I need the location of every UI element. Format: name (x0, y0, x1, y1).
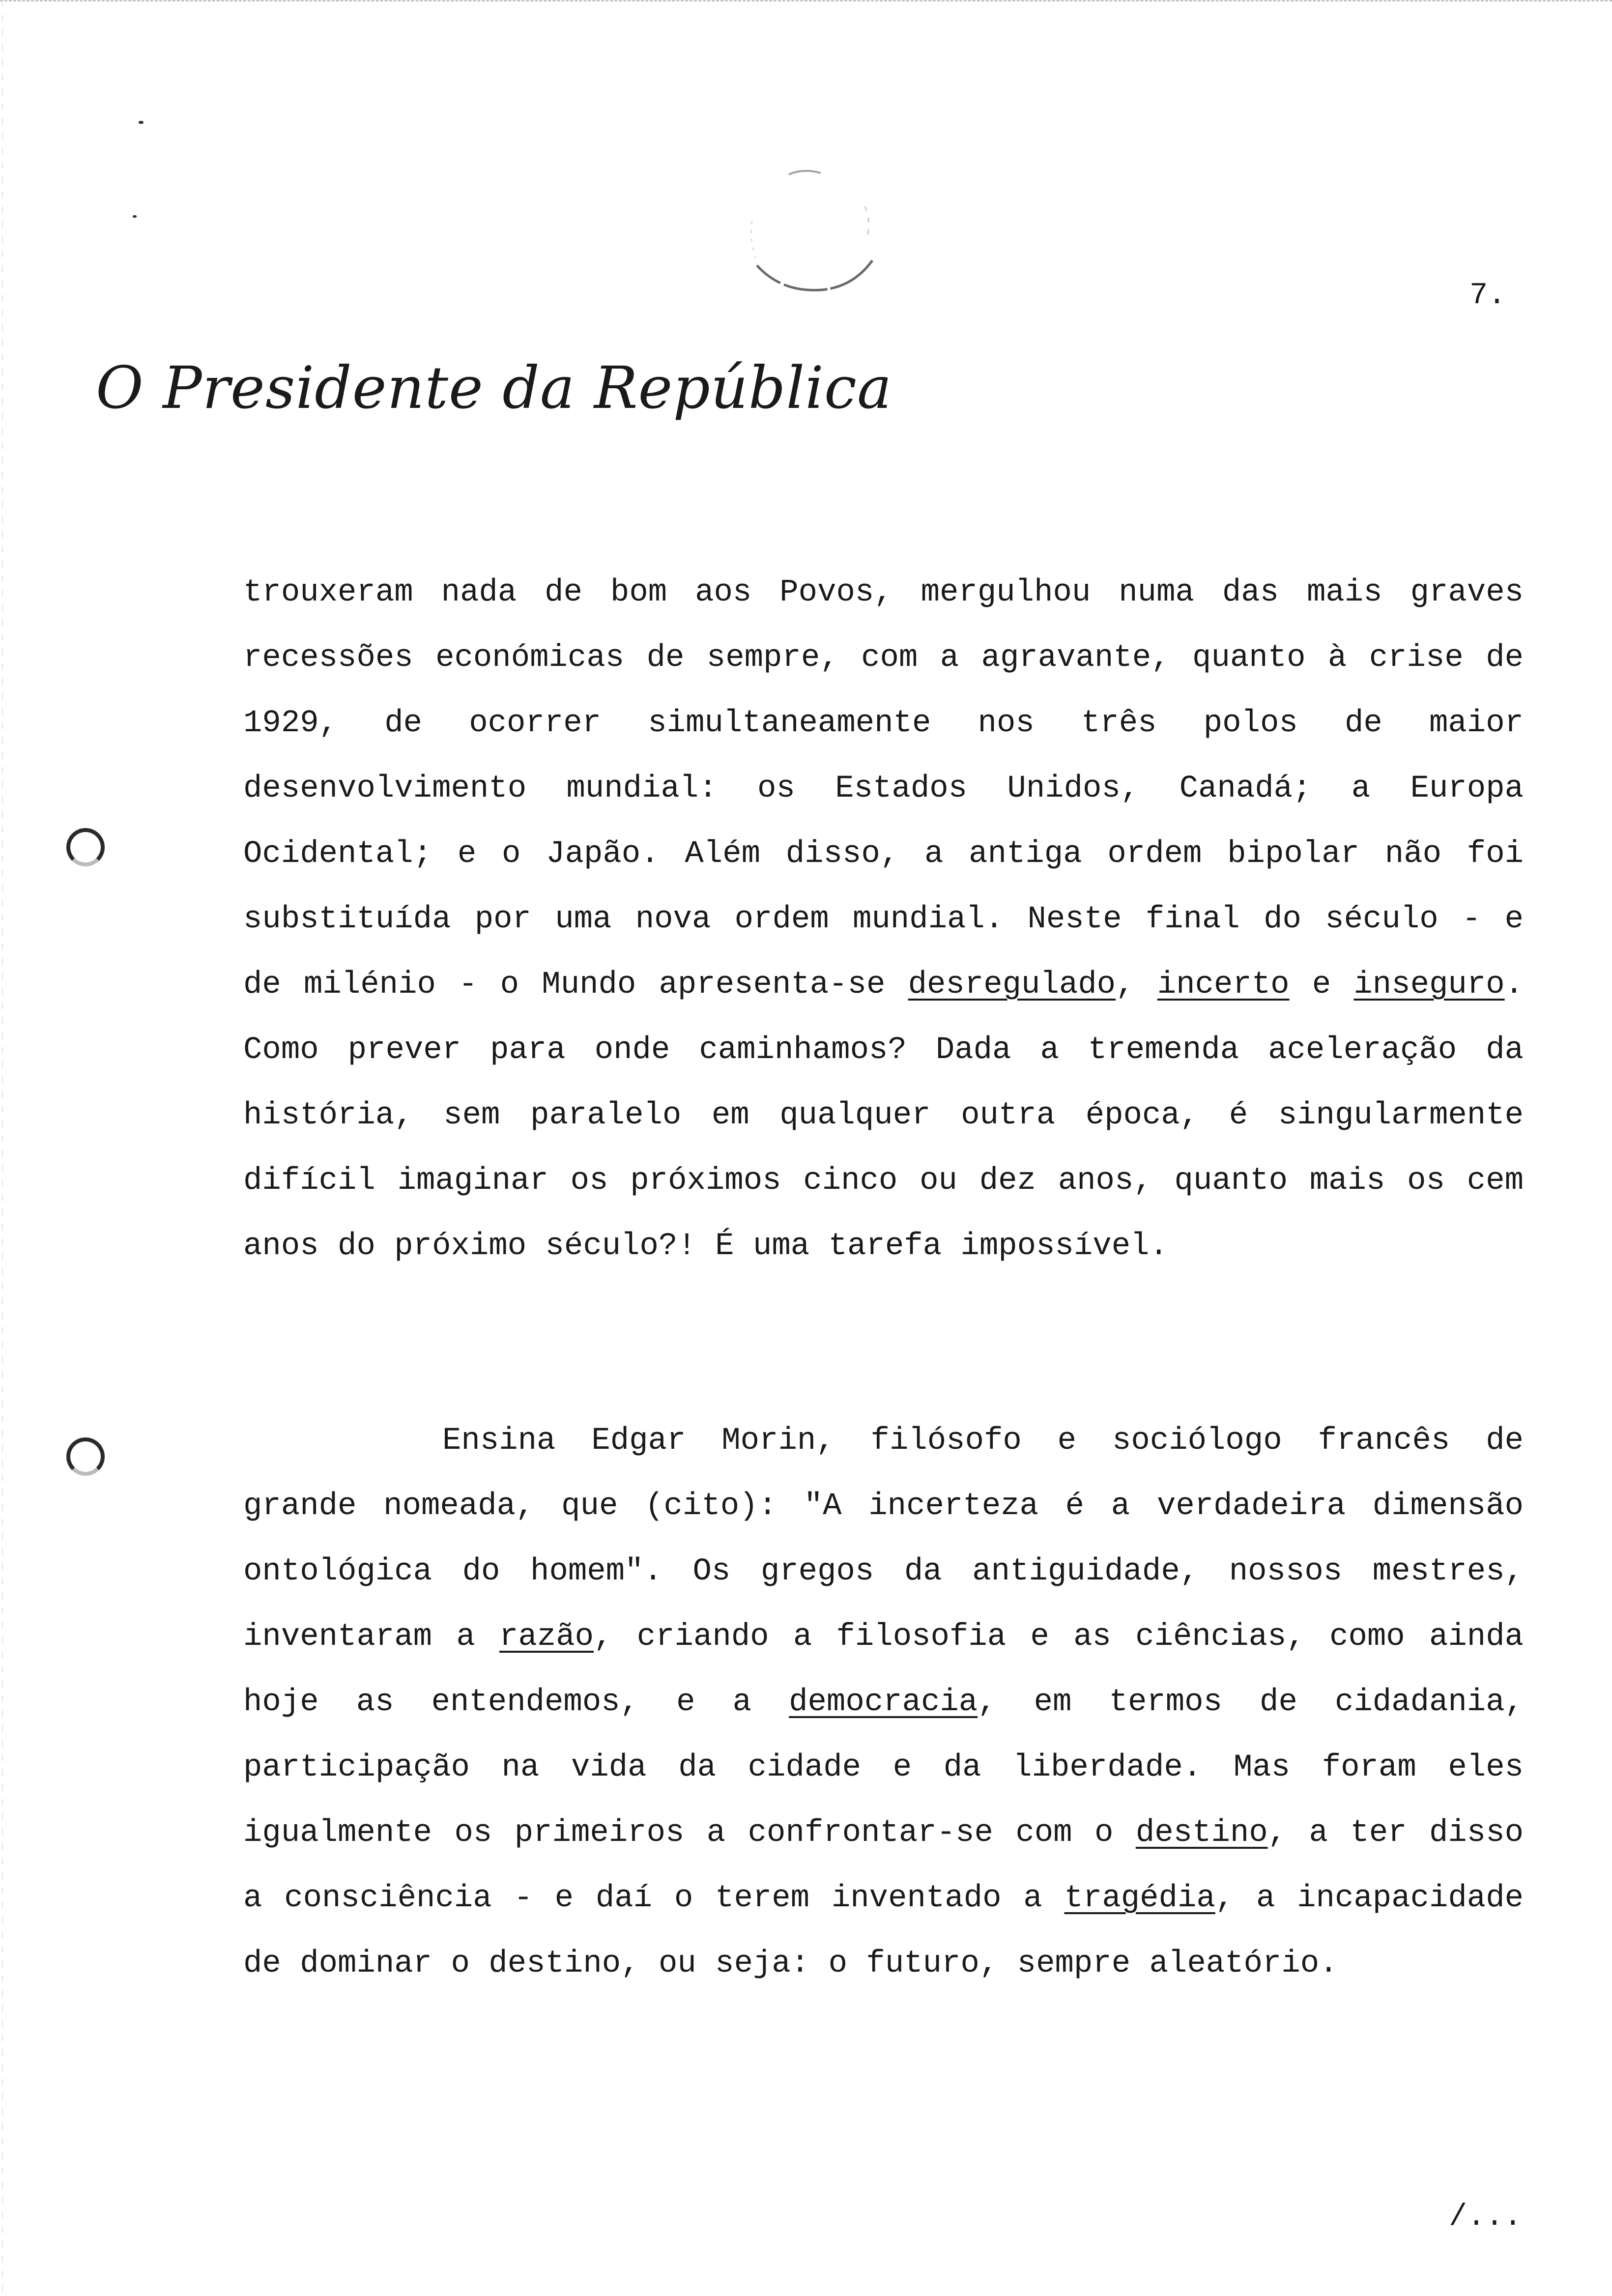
paragraph-1-text: e (1289, 967, 1354, 1003)
page-number: 7. (1469, 278, 1506, 313)
underlined-term-tragedia: tragédia (1064, 1881, 1215, 1916)
punch-hole (66, 828, 105, 866)
scan-top-edge (0, 0, 1612, 6)
paragraph-1-text: trouxeram nada de bom aos Povos, mergulhou numa das mais graves recessões económicas de sempre, com a agravante, quanto à crise de 1929, de ocorrer simultaneamente nos três polos de maior desenvolvimento mundial: os Estados Unidos, Canadá; a Europa Ocidental; e o Japão. Além disso, a antiga ordem bipolar não foi substituída por uma nova ordem mundial. Neste final do século - e de milénio - o Mundo apresenta-se (243, 575, 1524, 1003)
underlined-term-democracia: democracia (789, 1685, 978, 1720)
paragraph-2-text: Ensina Edgar Morin, filósofo e sociólogo francês de grande nomeada, que (cito): "A incerteza é a verdadeira dimensão ontológica do homem". Os gregos da antiguidade, nossos mestres, inventaram a (243, 1423, 1524, 1655)
paragraph-2-text: , a incapacidade de dominar o destino, ou seja: o futuro, sempre aleatório. (243, 1881, 1524, 1981)
scan-left-edge (2, 0, 3, 2296)
paragraph-2 (243, 1408, 1524, 1997)
paragraph-2-text: , criando a filosofia e as ciências, como ainda hoje as entendemos, e a (243, 1619, 1524, 1720)
paragraph-1-text: , (1116, 967, 1157, 1003)
paragraph-2-text: , a ter disso a consciência - e daí o terem inventado a (243, 1815, 1524, 1916)
paragraph-1-text: . Como prever para onde caminhamos? Dada a tremenda aceleração da história, sem paralelo em qualquer outra época, é singularmente difícil imaginar os próximos cinco ou dez anos, quanto mais os cem anos do próximo século?! É uma tarefa impossível. (243, 967, 1524, 1264)
continuation-mark: /... (1449, 2199, 1522, 2234)
scan-speck (139, 121, 144, 124)
faint-stamp-seal (742, 162, 885, 319)
paragraph-2-text: , em termos de cidadania, participação na vida da cidade e da liberdade. Mas foram eles igualmente os primeiros a confrontar-se com o (243, 1685, 1524, 1851)
scan-speck (133, 215, 137, 218)
underlined-term-destino: destino (1135, 1815, 1268, 1851)
letterhead-title: O Presidente da República (96, 354, 892, 422)
punch-hole (66, 1437, 105, 1476)
underlined-term-desregulado: desregulado (908, 967, 1116, 1003)
paragraph-1 (243, 560, 1524, 1279)
underlined-term-inseguro: inseguro (1353, 967, 1505, 1003)
underlined-term-incerto: incerto (1157, 967, 1290, 1003)
underlined-term-razao: razão (499, 1619, 594, 1655)
